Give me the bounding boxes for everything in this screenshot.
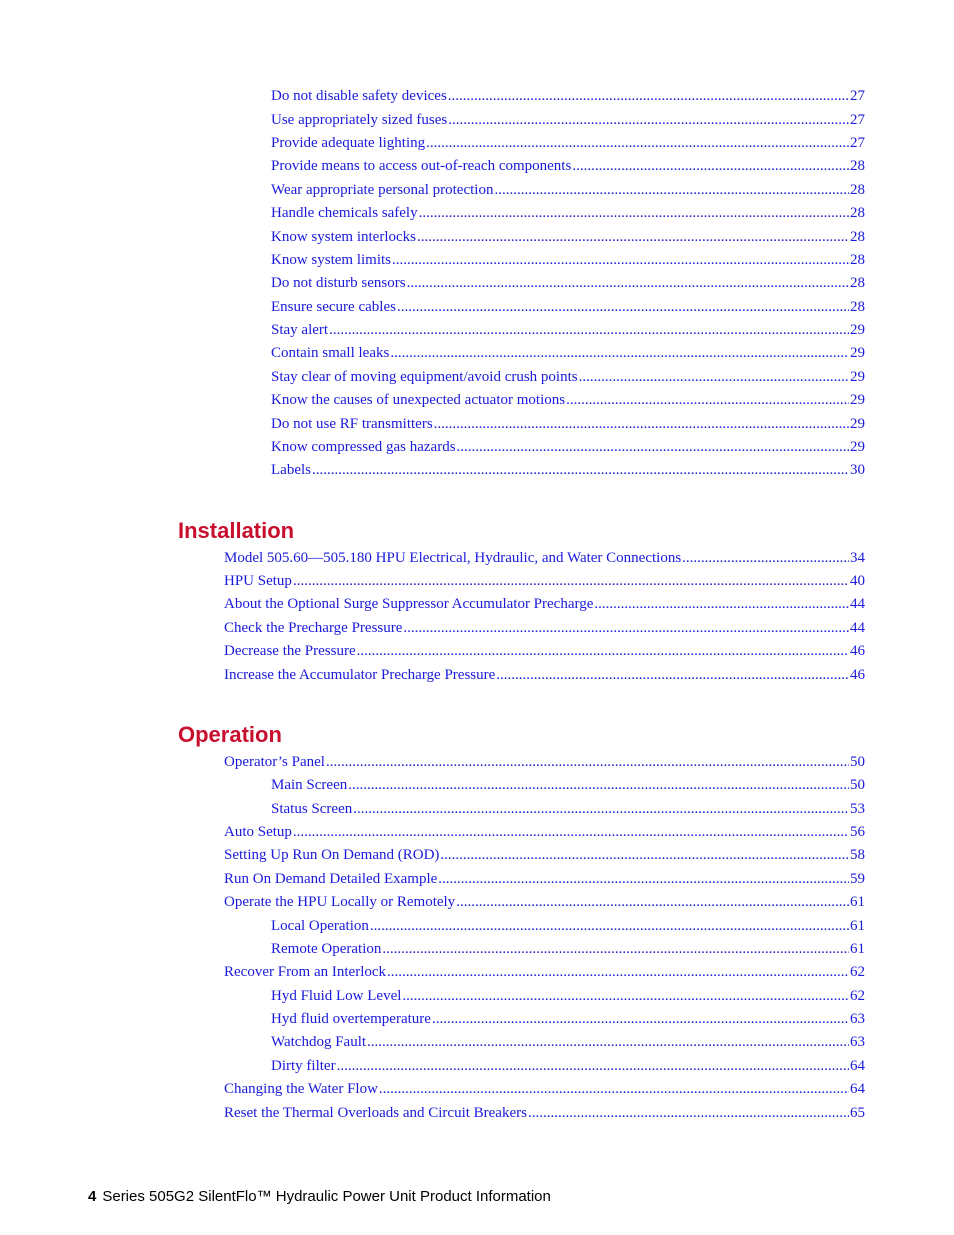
toc-leader bbox=[403, 620, 849, 637]
toc-entry-title: Do not disable safety devices bbox=[271, 88, 447, 104]
toc-entry-title: Decrease the Pressure bbox=[224, 643, 356, 659]
page-footer bbox=[88, 1188, 551, 1205]
toc-leader bbox=[392, 252, 849, 269]
toc-entry[interactable] bbox=[271, 345, 865, 365]
toc-entry-title: Know system limits bbox=[271, 252, 392, 268]
toc-entry-page: 28 bbox=[850, 182, 865, 198]
toc-leader bbox=[370, 918, 849, 935]
toc-entry-title: Setting Up Run On Demand (ROD) bbox=[224, 847, 440, 863]
toc-entry-title: Auto Setup bbox=[224, 824, 292, 840]
toc-entry-title: Run On Demand Detailed Example bbox=[224, 871, 438, 887]
toc-leader bbox=[594, 596, 849, 613]
toc-entry-title: Operator’s Panel bbox=[224, 754, 325, 770]
toc-entry[interactable] bbox=[271, 205, 865, 225]
toc-leader bbox=[407, 275, 849, 292]
toc-leader bbox=[367, 1034, 849, 1051]
toc-entry[interactable] bbox=[224, 1105, 865, 1125]
toc-entry[interactable] bbox=[224, 1081, 865, 1101]
toc-entry-title: Status Screen bbox=[271, 801, 353, 817]
toc-leader bbox=[293, 824, 849, 841]
toc-entry-page: 34 bbox=[850, 550, 865, 566]
toc-entry-page: 27 bbox=[850, 88, 865, 104]
toc-entry-page: 30 bbox=[850, 462, 865, 478]
toc-entry-title: Contain small leaks bbox=[271, 345, 390, 361]
toc-entry-page: 61 bbox=[850, 894, 865, 910]
toc-entry-page: 64 bbox=[850, 1081, 865, 1097]
toc-entry-page: 29 bbox=[850, 439, 865, 455]
toc-leader bbox=[312, 462, 849, 479]
toc-entry-title: Increase the Accumulator Precharge Pressure bbox=[224, 667, 496, 683]
toc-leader bbox=[402, 988, 849, 1005]
toc-leader bbox=[390, 345, 849, 362]
toc-entry-page: 53 bbox=[850, 801, 865, 817]
toc-entry-page: 61 bbox=[850, 941, 865, 957]
toc-entry-page: 40 bbox=[850, 573, 865, 589]
toc-leader bbox=[448, 88, 849, 105]
toc-entry[interactable] bbox=[271, 1058, 865, 1078]
toc-entry-title: Remote Operation bbox=[271, 941, 382, 957]
toc-entry-page: 58 bbox=[850, 847, 865, 863]
toc-leader bbox=[579, 369, 849, 386]
toc-entry[interactable] bbox=[224, 596, 865, 616]
toc-leader bbox=[457, 439, 849, 456]
toc-entry-page: 65 bbox=[850, 1105, 865, 1121]
toc-entry-page: 44 bbox=[850, 620, 865, 636]
toc-entry-page: 28 bbox=[850, 299, 865, 315]
toc-entry-title: Do not use RF transmitters bbox=[271, 416, 433, 432]
toc-entry-page: 29 bbox=[850, 322, 865, 338]
toc-entry-title: Changing the Water Flow bbox=[224, 1081, 378, 1097]
toc-entry[interactable] bbox=[224, 847, 865, 867]
toc-entry-title: Reset the Thermal Overloads and Circuit Breakers bbox=[224, 1105, 527, 1121]
toc-entry[interactable] bbox=[224, 550, 865, 570]
toc-entry-title: Provide means to access out-of-reach components bbox=[271, 158, 572, 174]
toc-entry-title: Recover From an Interlock bbox=[224, 964, 387, 980]
toc-leader bbox=[440, 847, 849, 864]
footer-title: Series 505G2 SilentFlo™ Hydraulic Power Unit Product Information bbox=[102, 1188, 551, 1205]
toc-entry-title: Stay alert bbox=[271, 322, 329, 338]
toc-entry-page: 29 bbox=[850, 345, 865, 361]
toc-entry[interactable] bbox=[224, 620, 865, 640]
toc-entry-title: Stay clear of moving equipment/avoid crush points bbox=[271, 369, 578, 385]
toc-entry-page: 28 bbox=[850, 252, 865, 268]
toc-entry-page: 29 bbox=[850, 416, 865, 432]
toc-leader bbox=[417, 229, 849, 246]
toc-entry[interactable] bbox=[271, 416, 865, 436]
toc-leader bbox=[426, 135, 849, 152]
toc-entry-title: Operate the HPU Locally or Remotely bbox=[224, 894, 456, 910]
toc-entry-title: Do not disturb sensors bbox=[271, 275, 406, 291]
toc-entry-title: About the Optional Surge Suppressor Accumulator Precharge bbox=[224, 596, 594, 612]
toc-entry[interactable] bbox=[271, 135, 865, 155]
toc-entry-page: 29 bbox=[850, 369, 865, 385]
toc-leader bbox=[382, 941, 849, 958]
toc-entry-title: Ensure secure cables bbox=[271, 299, 396, 315]
toc-entry-page: 27 bbox=[850, 135, 865, 151]
toc-entry-title: Model 505.60—505.180 HPU Electrical, Hydraulic, and Water Connections bbox=[224, 550, 682, 566]
toc-entry-title: Use appropriately sized fuses bbox=[271, 112, 448, 128]
toc-leader bbox=[432, 1011, 849, 1028]
toc-entry[interactable] bbox=[271, 392, 865, 412]
toc-entry[interactable] bbox=[224, 667, 865, 687]
toc-leader bbox=[348, 777, 849, 794]
toc-entry[interactable] bbox=[271, 275, 865, 295]
toc-entry-page: 62 bbox=[850, 964, 865, 980]
toc-entry[interactable] bbox=[271, 1011, 865, 1031]
toc-leader bbox=[397, 299, 849, 316]
toc-entry-title: HPU Setup bbox=[224, 573, 292, 589]
toc-leader bbox=[326, 754, 849, 771]
toc-leader bbox=[456, 894, 849, 911]
toc-entry[interactable] bbox=[271, 801, 865, 821]
toc-entry-page: 61 bbox=[850, 918, 865, 934]
toc-entry-page: 59 bbox=[850, 871, 865, 887]
toc-entry-title: Hyd fluid overtemperature bbox=[271, 1011, 431, 1027]
toc-entry[interactable] bbox=[271, 918, 865, 938]
toc-leader bbox=[496, 667, 849, 684]
toc-entry-page: 50 bbox=[850, 777, 865, 793]
toc-entry-page: 64 bbox=[850, 1058, 865, 1074]
toc-entry-page: 50 bbox=[850, 754, 865, 770]
toc-entry[interactable] bbox=[224, 964, 865, 984]
toc-entry-page: 44 bbox=[850, 596, 865, 612]
toc-entry-title: Labels bbox=[271, 462, 311, 478]
toc-entry[interactable] bbox=[271, 462, 865, 482]
toc-leader bbox=[379, 1081, 849, 1098]
toc-leader bbox=[682, 550, 849, 567]
toc-entry[interactable] bbox=[224, 894, 865, 914]
toc-entry-title: Know compressed gas hazards bbox=[271, 439, 456, 455]
toc-leader bbox=[528, 1105, 849, 1122]
toc-entry[interactable] bbox=[224, 824, 865, 844]
toc-entry-title: Check the Precharge Pressure bbox=[224, 620, 403, 636]
toc-entry[interactable] bbox=[271, 299, 865, 319]
toc-leader bbox=[438, 871, 849, 888]
toc-entry-page: 63 bbox=[850, 1011, 865, 1027]
toc-entry[interactable] bbox=[271, 252, 865, 272]
toc-entry-title: Wear appropriate personal protection bbox=[271, 182, 494, 198]
installation-heading: Installation bbox=[178, 518, 295, 543]
toc-entry-title: Main Screen bbox=[271, 777, 348, 793]
toc-entry-page: 28 bbox=[850, 205, 865, 221]
toc-entry-title: Provide adequate lighting bbox=[271, 135, 426, 151]
toc-entry-page: 27 bbox=[850, 112, 865, 128]
toc-entry-page: 63 bbox=[850, 1034, 865, 1050]
toc-entry[interactable] bbox=[271, 112, 865, 132]
toc-leader bbox=[448, 112, 849, 129]
toc-leader bbox=[419, 205, 849, 222]
toc-entry-title: Local Operation bbox=[271, 918, 369, 934]
toc-entry[interactable] bbox=[224, 573, 865, 593]
toc-entry[interactable] bbox=[271, 1034, 865, 1054]
toc-leader bbox=[337, 1058, 849, 1075]
operation-heading: Operation bbox=[178, 722, 282, 747]
toc-entry[interactable] bbox=[271, 941, 865, 961]
toc-entry-title: Dirty filter bbox=[271, 1058, 336, 1074]
toc-leader bbox=[329, 322, 849, 339]
toc-entry[interactable] bbox=[271, 182, 865, 202]
toc-entry[interactable] bbox=[224, 643, 865, 663]
toc-entry-title: Know system interlocks bbox=[271, 229, 416, 245]
toc-entry-page: 46 bbox=[850, 643, 865, 659]
toc-entry-title: Watchdog Fault bbox=[271, 1034, 367, 1050]
toc-entry[interactable] bbox=[271, 88, 865, 108]
toc-entry-page: 62 bbox=[850, 988, 865, 1004]
toc-leader bbox=[353, 801, 849, 818]
toc-entry-page: 28 bbox=[850, 229, 865, 245]
toc-entry[interactable] bbox=[271, 988, 865, 1008]
toc-entry-title: Handle chemicals safely bbox=[271, 205, 418, 221]
toc-entry-page: 29 bbox=[850, 392, 865, 408]
toc-entry[interactable] bbox=[271, 322, 865, 342]
toc-entry[interactable] bbox=[271, 229, 865, 249]
toc-leader bbox=[293, 573, 849, 590]
toc-leader bbox=[566, 392, 849, 409]
toc-entry-title: Hyd Fluid Low Level bbox=[271, 988, 402, 1004]
toc-entry-title: Know the causes of unexpected actuator motions bbox=[271, 392, 566, 408]
toc-leader bbox=[572, 158, 849, 175]
toc-leader bbox=[387, 964, 849, 981]
toc-entry[interactable] bbox=[224, 871, 865, 891]
toc-entry[interactable] bbox=[271, 777, 865, 797]
toc-entry[interactable] bbox=[271, 158, 865, 178]
toc-entry-page: 28 bbox=[850, 158, 865, 174]
toc-entry[interactable] bbox=[271, 439, 865, 459]
toc-leader bbox=[494, 182, 849, 199]
toc-leader bbox=[357, 643, 849, 660]
toc-leader bbox=[434, 416, 849, 433]
toc-entry[interactable] bbox=[271, 369, 865, 389]
page-number: 4 bbox=[88, 1188, 97, 1205]
toc-entry-page: 46 bbox=[850, 667, 865, 683]
toc-entry[interactable] bbox=[224, 754, 865, 774]
toc-entry-page: 56 bbox=[850, 824, 865, 840]
toc-entry-page: 28 bbox=[850, 275, 865, 291]
